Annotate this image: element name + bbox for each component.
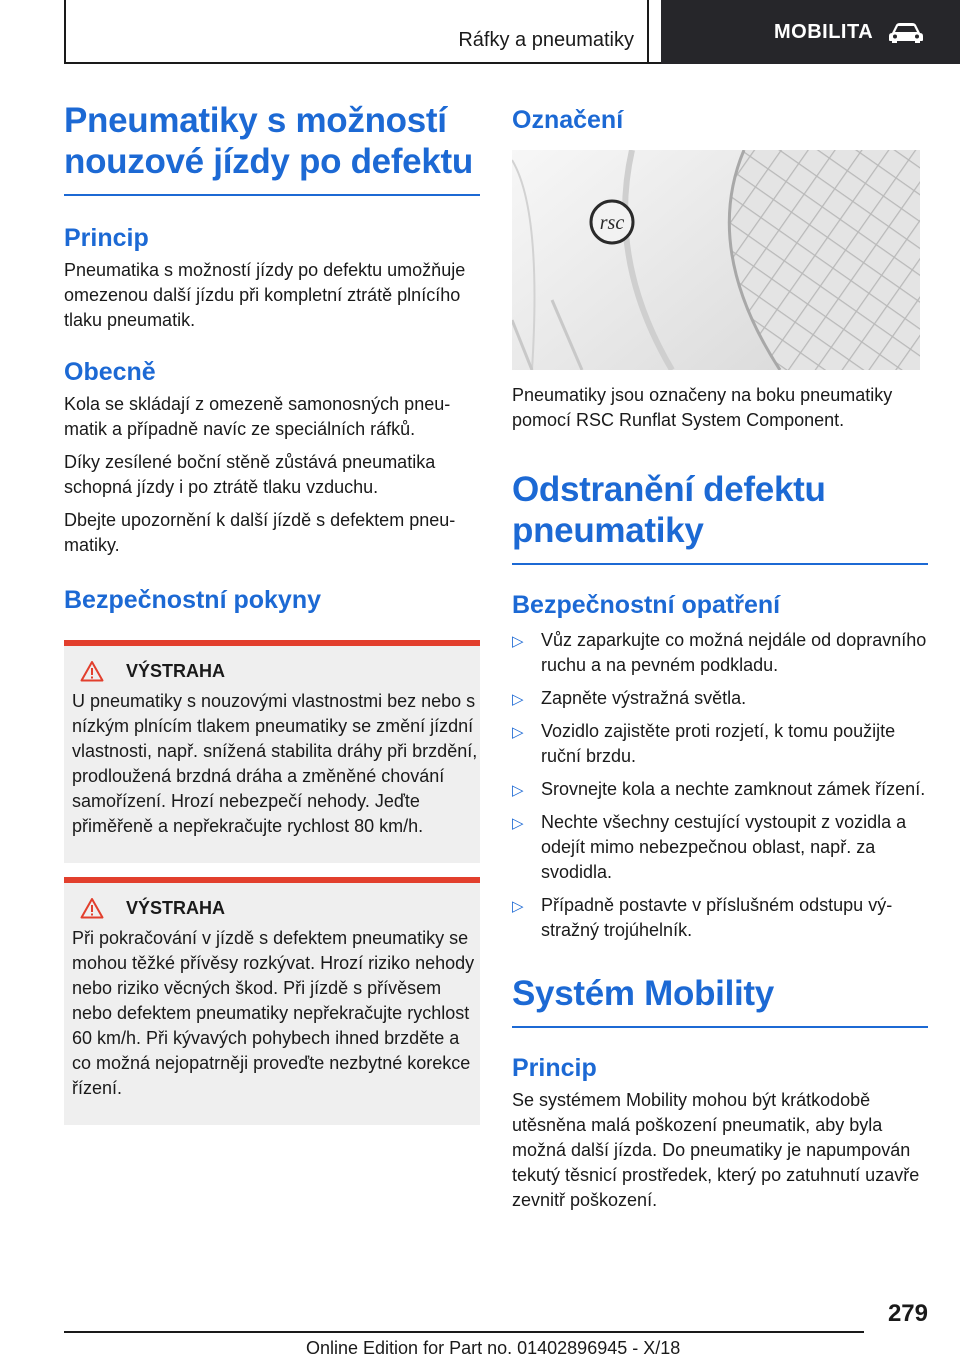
- step-text: Zapněte výstražná světla.: [541, 688, 747, 708]
- heading-princip: Princip: [64, 224, 149, 252]
- heading-opatreni: Bezpečnostní opatření: [512, 591, 781, 619]
- section-title-odstraneni: Odstranění defektu pneumatiky: [512, 469, 928, 565]
- paragraph-obecne-3: Dbejte upozornění k další jízdě s defektem pneumatiky.: [64, 510, 456, 555]
- warning-label-2: VÝSTRAHA: [126, 897, 226, 918]
- warning-triangle-icon: [80, 897, 104, 919]
- car-icon: [887, 20, 925, 44]
- header-section-title: Ráfky a pneumatiky: [458, 29, 634, 51]
- svg-text:rsc: rsc: [599, 212, 625, 234]
- paragraph-obecne-2: Díky zesílené boční stěně zůstává pneumatika schopná jízdy i po ztrátě tlaku vzduchu.: [64, 452, 436, 497]
- warning-box-1: [64, 640, 480, 863]
- safety-steps-list: [512, 628, 928, 943]
- heading-obecne: Obecně: [64, 358, 156, 386]
- right-column: [512, 100, 928, 1213]
- header-chapter-label: MOBILITA: [774, 20, 874, 43]
- paragraph-oznaceni: Pneumatiky jsou označeny na boku pneumatiky pomocí RSC Runflat System Component.: [512, 385, 893, 430]
- step-item: [512, 893, 928, 943]
- warning-box-2: [64, 877, 480, 1125]
- step-item: [512, 686, 928, 711]
- heading-mobility-princip: Princip: [512, 1054, 597, 1082]
- bullet-triangle-icon: ▷: [512, 898, 524, 915]
- bullet-triangle-icon: ▷: [512, 633, 524, 650]
- bullet-triangle-icon: ▷: [512, 691, 524, 708]
- bullet-triangle-icon: ▷: [512, 724, 524, 741]
- warning-label-1: VÝSTRAHA: [126, 660, 226, 681]
- page-number: 279: [887, 1300, 928, 1327]
- runflat-tire-image: [512, 150, 920, 370]
- paragraph-obecne-1: Kola se skládají z omezeně samonosných pneumatik a případně navíc ze speciálních ráfků.: [64, 394, 451, 439]
- paragraph-princip: Pneumatika s možností jízdy po defektu umožňuje omezenou další jízdu při kompletní ztrátě plnícího tlaku pneumatik.: [64, 260, 466, 330]
- warning-triangle-icon: [80, 660, 104, 682]
- heading-oznaceni: Označení: [512, 106, 624, 134]
- step-text: Vozidlo zajistěte proti rozjetí, k tomu použijte ruční brzdu.: [541, 721, 896, 766]
- bullet-triangle-icon: ▷: [512, 815, 524, 832]
- warning-text-2: Při pokračování v jízdě s defektem pneumatiky se mohou těžké přívěsy rozkývat. Hrozí riziko nehody nebo riziko věcných škod. Při jízdě s přívěsem nebo defektem pneumatiky nepřekračujte rychlost 60 km/h. Při kývavých pohybech ihned brzděte a co možná nejopatrněji proveďte nezbytné korekce řízení.: [72, 928, 475, 1098]
- step-text: Srovnejte kola a nechte zamknout zámek řízení.: [541, 779, 926, 799]
- section-title-runflat: Pneumatiky s možností nouzové jízdy po defektu: [64, 100, 480, 196]
- step-item: [512, 810, 928, 885]
- step-item: [512, 628, 928, 678]
- header-rule-mid: [647, 0, 649, 64]
- header-chapter-tab[interactable]: [661, 0, 960, 64]
- footer-edition: Online Edition for Part no. 01402896945 - X/18: [306, 1338, 681, 1358]
- header-rule-left: [64, 0, 66, 64]
- footer-rule: [64, 1331, 864, 1333]
- header-rule-bottom: [64, 62, 661, 64]
- paragraph-mobility: Se systémem Mobility mohou být krátkodobě utěsněna malá poškození pneumatik, aby byla možná další jízda. Do pneumatiky je napumpován tekutý těsnicí prostředek, který po zatuhnutí uzavře zevnitř poškození.: [512, 1090, 920, 1210]
- left-column: [64, 100, 480, 1125]
- bullet-triangle-icon: ▷: [512, 782, 524, 799]
- step-text: Vůz zaparkujte co možná nejdále od dopravního ruchu a na pevném podkladu.: [541, 630, 927, 675]
- section-title-mobility: Systém Mobility: [512, 973, 928, 1028]
- warning-text-1: U pneumatiky s nouzovými vlastnostmi bez nebo s nízkým plnícím tlakem pneumatiky se změní jízdní vlastnosti, např. snížená stabilita dráhy při brzdění, prodloužená brzdná dráha a změněné chování samořízení. Hrozí nebezpečí nehody. Jeďte přiměřeně a nepřekračujte rychlost 80 km/h.: [72, 691, 478, 836]
- step-text: Případně postavte v příslušném odstupu výstražný trojúhelník.: [541, 895, 893, 940]
- step-item: [512, 719, 928, 769]
- step-item: [512, 777, 928, 802]
- step-text: Nechte všechny cestující vystoupit z vozidla a odejít mimo nebezpečnou oblast, např. za svodidla.: [541, 812, 907, 882]
- heading-safety: Bezpečnostní pokyny: [64, 586, 321, 614]
